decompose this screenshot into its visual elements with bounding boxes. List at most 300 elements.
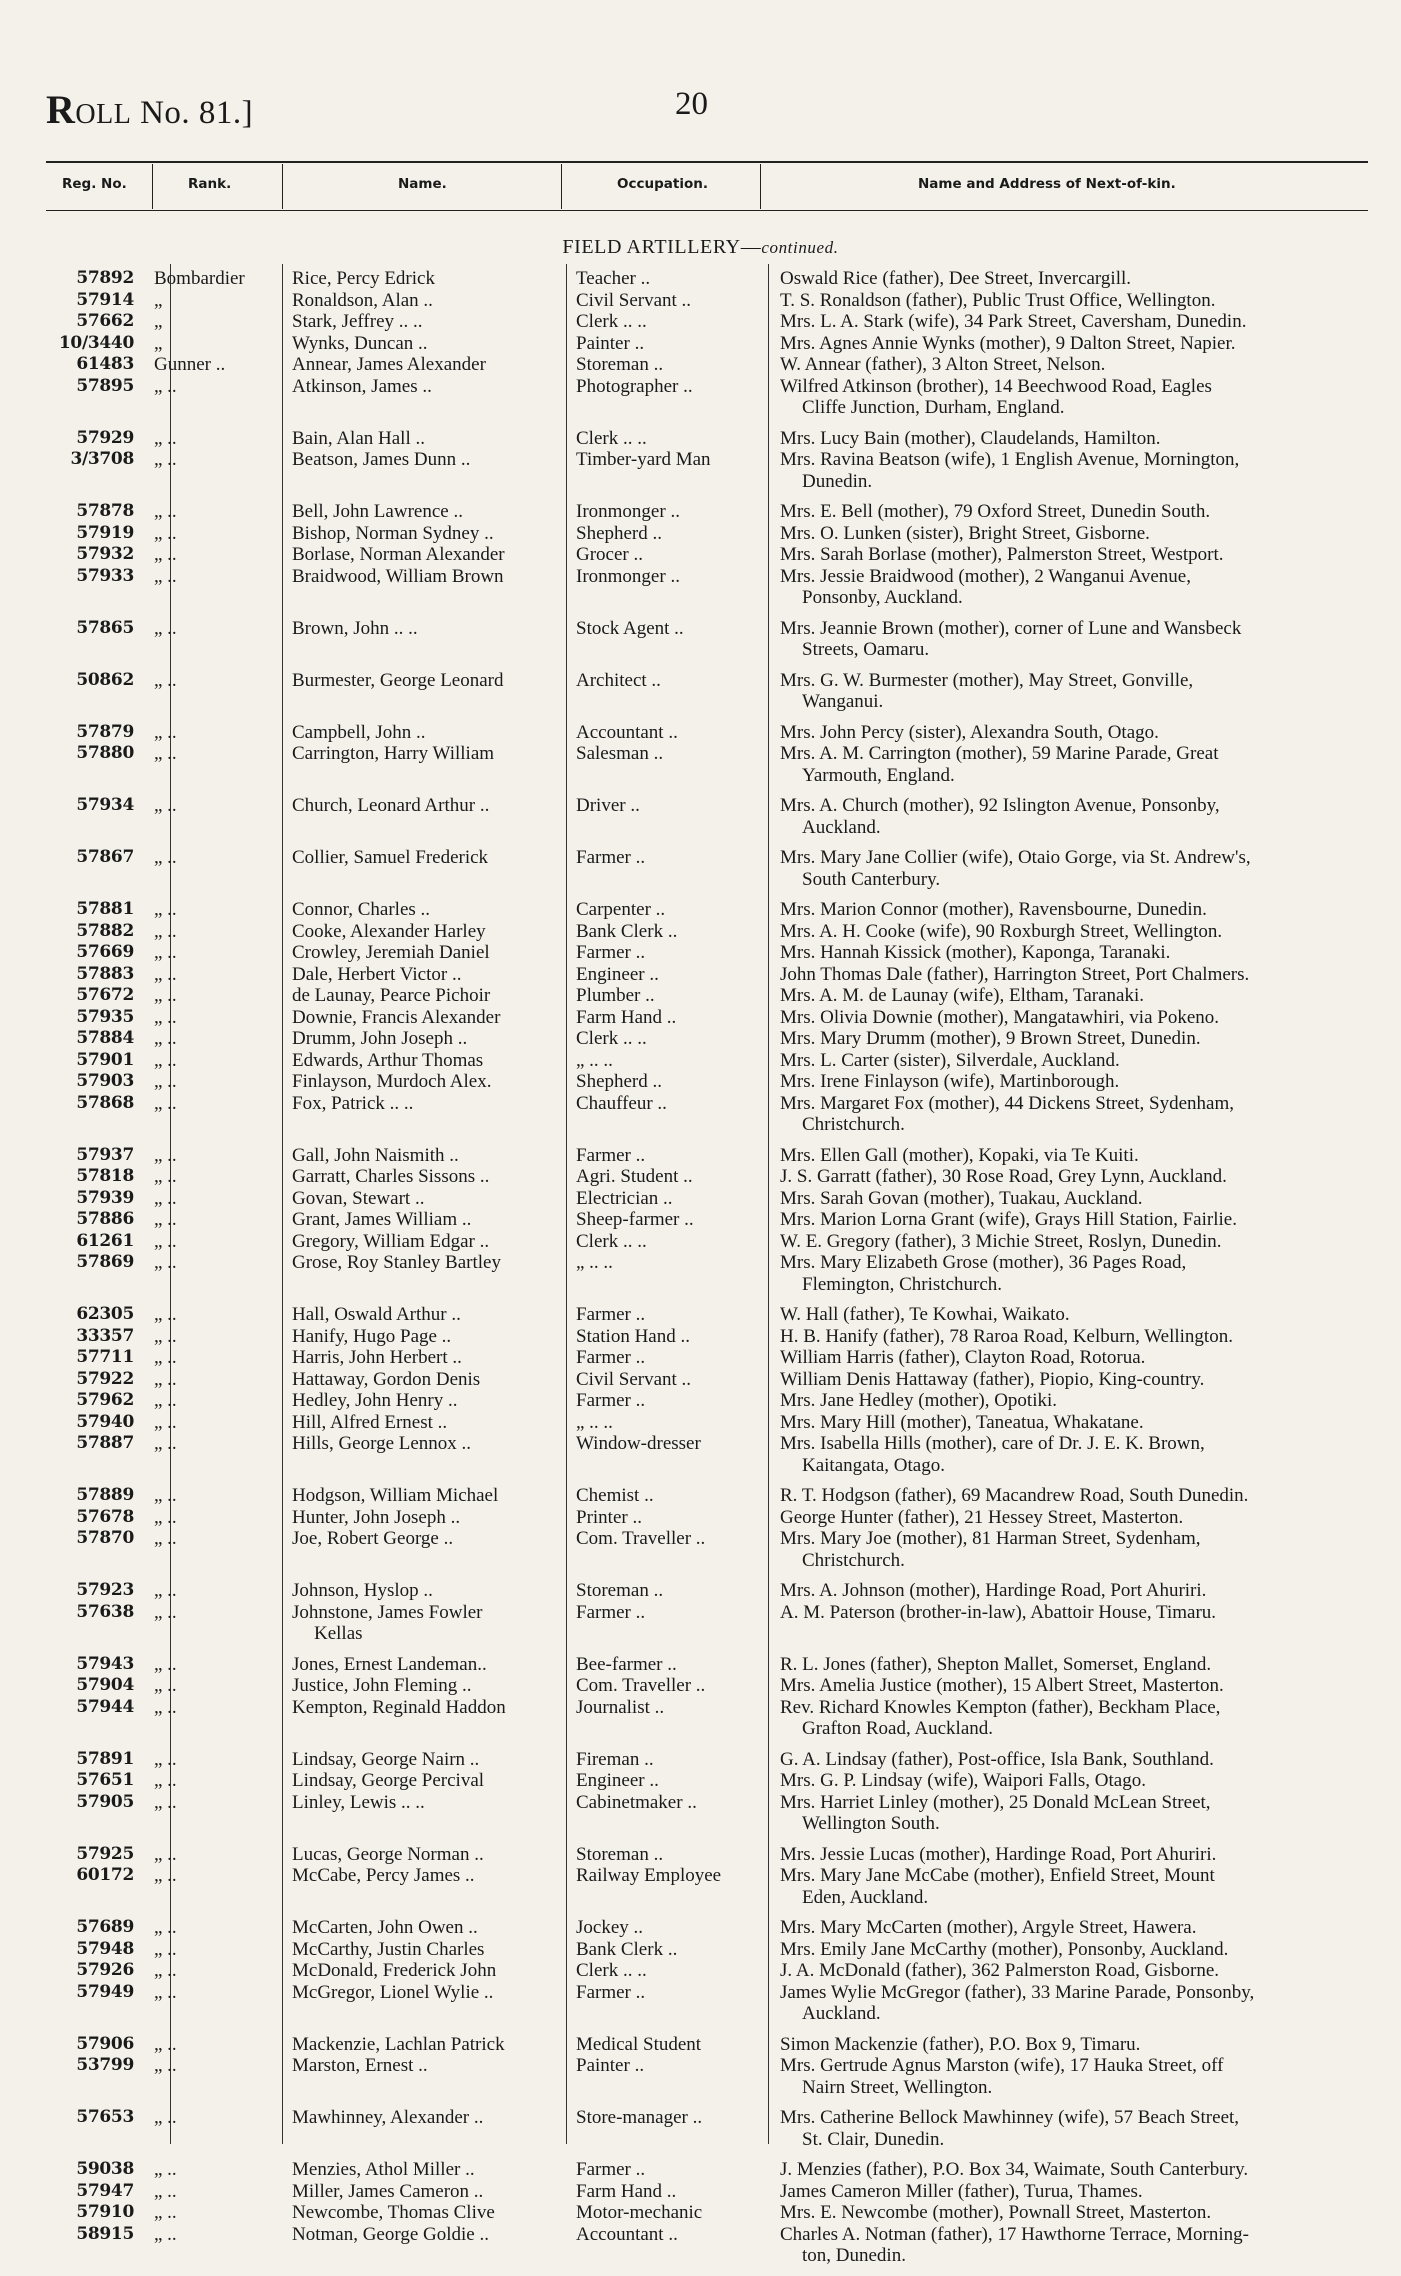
next-of-kin-line: Mrs. Jessie Braidwood (mother), 2 Wanganui Avenue, [780, 565, 1191, 587]
name-line: Lindsay, George Percival [292, 1770, 485, 1791]
section-suffix: continued. [761, 238, 839, 257]
occupation: Ironmonger .. [576, 501, 680, 522]
next-of-kin-line: T. S. Ronaldson (father), Public Trust Office, Wellington. [780, 289, 1216, 311]
next-of-kin [780, 1304, 1401, 1326]
name-line: Lucas, George Norman .. [292, 1843, 484, 1865]
name-line: Finlayson, Murdoch Alex. [292, 1071, 492, 1092]
reg-number: 57868 [76, 1092, 134, 1113]
next-of-kin-line: Flemington, Christchurch. [802, 1273, 1003, 1295]
next-of-kin-line: Mrs. A. M. Carrington (mother), 59 Marine Parade, Great [780, 743, 1219, 764]
next-of-kin-line: Mrs. E. Newcombe (mother), Pownall Street, Masterton. [780, 2202, 1212, 2223]
next-of-kin-line: Mrs. Mary Jane McCabe (mother), Enfield Street, Mount [780, 1865, 1215, 1886]
soldier-name [292, 1071, 606, 1093]
rank: „ .. [154, 544, 177, 565]
next-of-kin-line: Mrs. L. Carter (sister), Silverdale, Auckland. [780, 1049, 1120, 1071]
next-of-kin-line: Mrs. Olivia Downie (mother), Mangatawhiri, via Pokeno. [780, 1006, 1220, 1028]
next-of-kin [780, 290, 1401, 312]
rank: „ .. [154, 1528, 177, 1549]
next-of-kin-line: George Hunter (father), 21 Hessey Street, Masterton. [780, 1506, 1184, 1528]
soldier-name [292, 544, 606, 566]
soldier-name [292, 1007, 606, 1029]
next-of-kin [780, 1369, 1401, 1391]
header-divider [282, 164, 283, 209]
rank: „ .. [154, 1696, 177, 1718]
occupation: Plumber .. [576, 985, 655, 1006]
occupation: Grocer .. [576, 544, 643, 565]
next-of-kin-line: Mrs. E. Bell (mother), 79 Oxford Street, Dunedin South. [780, 501, 1211, 522]
next-of-kin [780, 1792, 1401, 1835]
reg-number: 50862 [76, 669, 134, 690]
occupation: Electrician .. [576, 1187, 673, 1209]
reg-number: 57669 [76, 942, 134, 962]
reg-number: 57935 [76, 1006, 134, 1027]
rank: „ .. [154, 1304, 177, 1325]
next-of-kin-line: J. S. Garratt (father), 30 Rose Road, Grey Lynn, Auckland. [780, 1166, 1227, 1187]
next-of-kin-line: Dunedin. [802, 470, 873, 492]
next-of-kin [780, 1145, 1401, 1167]
soldier-name [292, 2181, 606, 2203]
rank: „ .. [154, 565, 177, 587]
name-line: Miller, James Cameron .. [292, 2180, 484, 2202]
rank: „ .. [154, 1675, 177, 1696]
next-of-kin-line: Mrs. Harriet Linley (mother), 25 Donald McLean Street, [780, 1791, 1211, 1813]
rank: „ .. [154, 2033, 177, 2055]
name-line: Connor, Charles .. [292, 899, 431, 920]
soldier-name [292, 899, 606, 921]
name-line: McCarten, John Owen .. [292, 1917, 478, 1938]
occupation: Farm Hand .. [576, 1006, 677, 1028]
soldier-name [292, 1844, 606, 1866]
next-of-kin-line: Mrs. Gertrude Agnus Marston (wife), 17 Hauka Street, off [780, 2055, 1224, 2076]
reg-number: 57887 [76, 1433, 134, 1453]
next-of-kin-line: Mrs. Sarah Borlase (mother), Palmerston Street, Westport. [780, 544, 1224, 565]
next-of-kin-line: Mrs. Margaret Fox (mother), 44 Dickens Street, Sydenham, [780, 1092, 1234, 1114]
occupation: Bank Clerk .. [576, 920, 678, 942]
rank: „ .. [154, 1433, 177, 1454]
name-line: Newcombe, Thomas Clive [292, 2202, 495, 2223]
rank: „ .. [154, 1770, 177, 1791]
next-of-kin-line: James Wylie McGregor (father), 33 Marine Parade, Ponsonby, [780, 1981, 1255, 2003]
soldier-name [292, 501, 606, 523]
next-of-kin-line: J. A. McDonald (father), 362 Palmerston Road, Gisborne. [780, 1960, 1220, 1981]
soldier-name [292, 1347, 606, 1369]
name-line: McCabe, Percy James .. [292, 1865, 475, 1886]
next-of-kin [780, 985, 1401, 1007]
next-of-kin [780, 1528, 1401, 1571]
next-of-kin [780, 2107, 1401, 2150]
reg-number: 57939 [76, 1187, 134, 1208]
next-of-kin [780, 1209, 1401, 1231]
rank: „ .. [154, 1209, 177, 1230]
next-of-kin [780, 1412, 1401, 1434]
name-line: Ronaldson, Alan .. [292, 289, 433, 311]
next-of-kin [780, 449, 1401, 492]
next-of-kin [780, 2181, 1401, 2203]
rank: „ .. [154, 2180, 177, 2202]
occupation: Farmer .. [576, 1347, 646, 1368]
next-of-kin-line: A. M. Paterson (brother-in-law), Abattoir House, Timaru. [780, 1601, 1217, 1623]
soldier-name [292, 2107, 606, 2129]
name-line: Wynks, Duncan .. [292, 332, 428, 354]
occupation: Architect .. [576, 669, 661, 691]
name-line: Hattaway, Gordon Denis [292, 1368, 481, 1390]
reg-number: 57818 [76, 1166, 134, 1186]
next-of-kin-line: Mrs. Mary McCarten (mother), Argyle Street, Hawera. [780, 1917, 1197, 1938]
next-of-kin [780, 2224, 1401, 2267]
reg-number: 57878 [76, 501, 134, 521]
rank: „ .. [154, 1485, 177, 1506]
next-of-kin-line: Wilfred Atkinson (brother), 14 Beechwood Road, Eagles [780, 375, 1212, 397]
rank: „ .. [154, 2223, 177, 2245]
header-divider [561, 164, 562, 209]
reg-number: 57711 [76, 1347, 134, 1367]
rank: „ .. [154, 427, 177, 449]
soldier-name [292, 1326, 606, 1348]
occupation: Clerk .. .. [576, 311, 647, 332]
soldier-name [292, 428, 606, 450]
occupation: Farm Hand .. [576, 2180, 677, 2202]
soldier-name [292, 1770, 606, 1792]
next-of-kin [780, 1071, 1401, 1093]
reg-number: 57962 [76, 1390, 134, 1410]
name-line: Borlase, Norman Alexander [292, 544, 505, 565]
name-line: Brown, John .. .. [292, 617, 418, 639]
name-line: Rice, Percy Edrick [292, 268, 435, 289]
next-of-kin-line: Christchurch. [802, 1114, 905, 1135]
rank: „ [154, 311, 163, 332]
rank: „ .. [154, 1028, 177, 1049]
soldier-name [292, 1792, 606, 1814]
next-of-kin [780, 2055, 1401, 2098]
rank: „ .. [154, 1580, 177, 1601]
reg-number: 57883 [76, 963, 134, 984]
occupation: Sheep-farmer .. [576, 1209, 694, 1230]
occupation: Timber-yard Man [576, 449, 711, 470]
rank: „ .. [154, 2107, 177, 2128]
rank: „ .. [154, 1411, 177, 1433]
next-of-kin-line: Simon Mackenzie (father), P.O. Box 9, Timaru. [780, 2033, 1141, 2055]
soldier-name [292, 1433, 606, 1455]
reg-number: 57880 [76, 743, 134, 763]
header-rule-top [46, 161, 1368, 163]
reg-number: 57926 [76, 1960, 134, 1980]
next-of-kin [780, 1188, 1401, 1210]
next-of-kin-line: William Denis Hattaway (father), Piopio, King-country. [780, 1368, 1205, 1390]
roll-title-rest: OLL [75, 99, 132, 130]
occupation: Store-manager .. [576, 2107, 703, 2128]
soldier-name [292, 290, 606, 312]
reg-number: 57881 [76, 899, 134, 919]
next-of-kin [780, 1844, 1401, 1866]
soldier-name [292, 1390, 606, 1412]
occupation: Civil Servant .. [576, 289, 692, 311]
soldier-name [292, 1602, 606, 1645]
occupation: Agri. Student .. [576, 1166, 693, 1187]
occupation: Farmer .. [576, 1304, 646, 1325]
occupation: Station Hand .. [576, 1325, 690, 1347]
soldier-name [292, 847, 606, 869]
occupation: Clerk .. .. [576, 1960, 647, 1981]
next-of-kin [780, 1917, 1401, 1939]
rank: „ .. [154, 942, 177, 963]
next-of-kin [780, 722, 1401, 744]
soldier-name [292, 964, 606, 986]
next-of-kin-line: Auckland. [802, 816, 881, 838]
reg-number: 57884 [76, 1028, 134, 1048]
reg-number: 57940 [76, 1411, 134, 1432]
next-of-kin-line: Mrs. Catherine Bellock Mawhinney (wife), 57 Beach Street, [780, 2107, 1240, 2128]
rank: „ .. [154, 1092, 177, 1114]
next-of-kin-line: William Harris (father), Clayton Road, Rotorua. [780, 1347, 1146, 1368]
rank: „ .. [154, 2055, 177, 2076]
name-line: Kellas [314, 1623, 363, 1644]
name-line: Hodgson, William Michael [292, 1485, 499, 1506]
name-line: Harris, John Herbert .. [292, 1347, 462, 1368]
next-of-kin-line: H. B. Hanify (father), 78 Raroa Road, Kelburn, Wellington. [780, 1325, 1233, 1347]
next-of-kin [780, 1252, 1401, 1295]
soldier-name [292, 1507, 606, 1529]
occupation: Engineer .. [576, 1770, 659, 1791]
occupation: Jockey .. [576, 1917, 644, 1938]
occupation: „ .. .. [576, 1411, 613, 1433]
reg-number: 57892 [76, 268, 134, 288]
name-line: Fox, Patrick .. .. [292, 1092, 414, 1114]
occupation: Window-dresser [576, 1433, 701, 1454]
occupation: Painter .. [576, 332, 645, 354]
next-of-kin [780, 942, 1401, 964]
soldier-name [292, 985, 606, 1007]
rank: „ .. [154, 1187, 177, 1209]
name-line: Notman, George Goldie .. [292, 2223, 489, 2245]
next-of-kin-line: Mrs. Marion Connor (mother), Ravensbourne, Dunedin. [780, 899, 1207, 920]
name-line: Garratt, Charles Sissons .. [292, 1166, 490, 1187]
name-line: Gall, John Naismith .. [292, 1144, 459, 1166]
next-of-kin [780, 743, 1401, 786]
name-line: Dale, Herbert Victor .. [292, 963, 462, 985]
rank: „ .. [154, 1166, 177, 1187]
next-of-kin [780, 1580, 1401, 1602]
rank: „ .. [154, 1748, 177, 1770]
occupation: Medical Student [576, 2033, 702, 2055]
column-header-name: Name. [398, 176, 447, 192]
rank: „ .. [154, 1049, 177, 1071]
name-line: Collier, Samuel Frederick [292, 847, 489, 868]
next-of-kin [780, 1485, 1401, 1507]
rank: „ .. [154, 2159, 177, 2180]
next-of-kin-line: South Canterbury. [802, 868, 941, 890]
next-of-kin [780, 1982, 1401, 2025]
name-line: Annear, James Alexander [292, 354, 486, 375]
next-of-kin-line: W. Hall (father), Te Kowhai, Waikato. [780, 1304, 1070, 1325]
section-title: FIELD ARTILLERY— [562, 236, 762, 258]
next-of-kin-line: Auckland. [802, 2003, 881, 2024]
rank: „ .. [154, 1390, 177, 1411]
next-of-kin-line: Mrs. A. H. Cooke (wife), 90 Roxburgh Street, Wellington. [780, 920, 1223, 942]
reg-number: 57886 [76, 1209, 134, 1229]
reg-number: 57949 [76, 1981, 134, 2002]
next-of-kin [780, 1749, 1401, 1771]
next-of-kin-line: Mrs. Emily Jane McCarthy (mother), Ponsonby, Auckland. [780, 1938, 1229, 1960]
header-divider [152, 164, 153, 209]
reg-number: 60172 [76, 1865, 134, 1885]
occupation: Farmer .. [576, 1981, 646, 2003]
next-of-kin [780, 544, 1401, 566]
soldier-name [292, 1412, 606, 1434]
name-line: Bain, Alan Hall .. [292, 427, 425, 449]
reg-number: 57651 [76, 1770, 134, 1790]
next-of-kin-line: Mrs. A. Church (mother), 92 Islington Avenue, Ponsonby, [780, 795, 1220, 816]
reg-number: 57882 [76, 920, 134, 941]
reg-number: 33357 [76, 1325, 134, 1346]
name-line: Hedley, John Henry .. [292, 1390, 458, 1411]
reg-number: 57947 [76, 2180, 134, 2201]
occupation: Chemist .. [576, 1485, 654, 1506]
soldier-name [292, 376, 606, 398]
next-of-kin-line: Ponsonby, Auckland. [802, 587, 963, 608]
next-of-kin-line: W. E. Gregory (father), 3 Michie Street, Roslyn, Dunedin. [780, 1230, 1222, 1252]
name-line: Johnstone, James Fowler [292, 1601, 483, 1623]
rank: „ .. [154, 669, 177, 691]
rank: „ [154, 332, 163, 354]
rank: „ .. [154, 501, 177, 522]
next-of-kin-line: Charles A. Notman (father), 17 Hawthorne Terrace, Morning- [780, 2223, 1249, 2245]
rank: „ .. [154, 1071, 177, 1092]
name-line: Braidwood, William Brown [292, 565, 504, 587]
next-of-kin-line: Mrs. Mary Jane Collier (wife), Otaio Gorge, via St. Andrew's, [780, 847, 1251, 868]
rank: „ .. [154, 1791, 177, 1813]
rank: „ .. [154, 1960, 177, 1981]
soldier-name [292, 1697, 606, 1719]
name-line: Linley, Lewis .. .. [292, 1791, 425, 1813]
reg-number: 57934 [76, 795, 134, 815]
soldier-name [292, 670, 606, 692]
soldier-name [292, 1675, 606, 1697]
next-of-kin-line: Mrs. Marion Lorna Grant (wife), Grays Hill Station, Fairlie. [780, 1209, 1237, 1230]
soldier-name [292, 354, 606, 376]
reg-number: 57889 [76, 1485, 134, 1505]
soldier-name [292, 1231, 606, 1253]
next-of-kin-line: Mrs. Sarah Govan (mother), Tuakau, Auckland. [780, 1187, 1143, 1209]
next-of-kin [780, 1939, 1401, 1961]
next-of-kin [780, 1028, 1401, 1050]
rank: „ .. [154, 1601, 177, 1623]
name-line: Edwards, Arthur Thomas [292, 1049, 484, 1071]
next-of-kin [780, 428, 1401, 450]
next-of-kin [780, 1960, 1401, 1982]
occupation: Fireman .. [576, 1748, 654, 1770]
rank: „ .. [154, 1347, 177, 1368]
occupation: Shepherd .. [576, 522, 663, 544]
occupation: Cabinetmaker .. [576, 1791, 697, 1813]
next-of-kin [780, 1093, 1401, 1136]
next-of-kin-line: Mrs. O. Lunken (sister), Bright Street, Gisborne. [780, 522, 1150, 544]
next-of-kin-line: Mrs. Mary Drumm (mother), 9 Brown Street, Dunedin. [780, 1028, 1201, 1049]
rank: „ .. [154, 743, 177, 764]
next-of-kin [780, 311, 1401, 333]
next-of-kin [780, 1433, 1401, 1476]
next-of-kin [780, 1166, 1401, 1188]
name-line: Carrington, Harry William [292, 743, 495, 764]
next-of-kin-line: Yarmouth, England. [802, 764, 955, 786]
reg-number: 57922 [76, 1368, 134, 1389]
rank: „ .. [154, 963, 177, 985]
reg-number: 10/3440 [58, 332, 134, 353]
next-of-kin [780, 1007, 1401, 1029]
page-number: 20 [675, 86, 708, 122]
name-line: Hanify, Hugo Page .. [292, 1325, 452, 1347]
soldier-name [292, 1654, 606, 1676]
occupation: Com. Traveller .. [576, 1675, 706, 1696]
reg-number: 57905 [76, 1791, 134, 1812]
soldier-name [292, 743, 606, 765]
occupation: Bank Clerk .. [576, 1938, 678, 1960]
next-of-kin [780, 847, 1401, 890]
column-header-next-of-kin: Name and Address of Next-of-kin. [918, 176, 1176, 192]
reg-number: 57932 [76, 544, 134, 564]
name-line: Johnson, Hyslop .. [292, 1580, 433, 1601]
rank: „ .. [154, 1917, 177, 1938]
rank: Gunner .. [154, 354, 226, 375]
column-header-reg-no: Reg. No. [62, 176, 127, 192]
next-of-kin-line: Rev. Richard Knowles Kempton (father), Beckham Place, [780, 1696, 1221, 1718]
next-of-kin-line: Mrs. Mary Elizabeth Grose (mother), 36 Pages Road, [780, 1252, 1187, 1273]
name-line: McDonald, Frederick John [292, 1960, 497, 1981]
reg-number: 57948 [76, 1938, 134, 1959]
reg-number: 62305 [76, 1304, 134, 1324]
next-of-kin-line: ton, Dunedin. [802, 2245, 906, 2266]
reg-number: 57869 [76, 1252, 134, 1272]
reg-number: 57925 [76, 1843, 134, 1864]
occupation: Printer .. [576, 1506, 642, 1528]
occupation: Storeman .. [576, 1843, 664, 1865]
soldier-name [292, 1093, 606, 1115]
next-of-kin-line: Mrs. Mary Joe (mother), 81 Harman Street, Sydenham, [780, 1528, 1201, 1549]
name-line: Jones, Ernest Landeman.. [292, 1653, 487, 1675]
reg-number: 57903 [76, 1071, 134, 1091]
occupation: Salesman .. [576, 743, 664, 764]
reg-number: 3/3708 [70, 449, 134, 469]
rank: „ .. [154, 795, 177, 816]
soldier-name [292, 268, 606, 290]
next-of-kin-line: Mrs. Irene Finlayson (wife), Martinborough. [780, 1071, 1120, 1092]
next-of-kin-line: Mrs. A. Johnson (mother), Hardinge Road, Port Ahuriri. [780, 1580, 1207, 1601]
soldier-name [292, 1580, 606, 1602]
reg-number: 57895 [76, 375, 134, 396]
soldier-name [292, 921, 606, 943]
reg-number: 57929 [76, 427, 134, 448]
reg-number: 57867 [76, 847, 134, 867]
next-of-kin [780, 899, 1401, 921]
occupation: Clerk .. .. [576, 1028, 647, 1049]
reg-number: 57901 [76, 1049, 134, 1070]
column-header-rank: Rank. [188, 176, 232, 192]
next-of-kin [780, 1602, 1401, 1624]
next-of-kin [780, 1390, 1401, 1412]
soldier-name [292, 722, 606, 744]
next-of-kin [780, 964, 1401, 986]
rank: „ .. [154, 721, 177, 743]
rank: „ .. [154, 1144, 177, 1166]
rank: „ .. [154, 617, 177, 639]
next-of-kin [780, 2202, 1401, 2224]
next-of-kin-line: Mrs. L. A. Stark (wife), 34 Park Street, Caversham, Dunedin. [780, 311, 1247, 332]
next-of-kin-line: Mrs. Amelia Justice (mother), 15 Albert Street, Masterton. [780, 1675, 1224, 1696]
soldier-name [292, 1528, 606, 1550]
soldier-name [292, 618, 606, 640]
next-of-kin [780, 795, 1401, 838]
next-of-kin [780, 566, 1401, 609]
soldier-name [292, 1939, 606, 1961]
